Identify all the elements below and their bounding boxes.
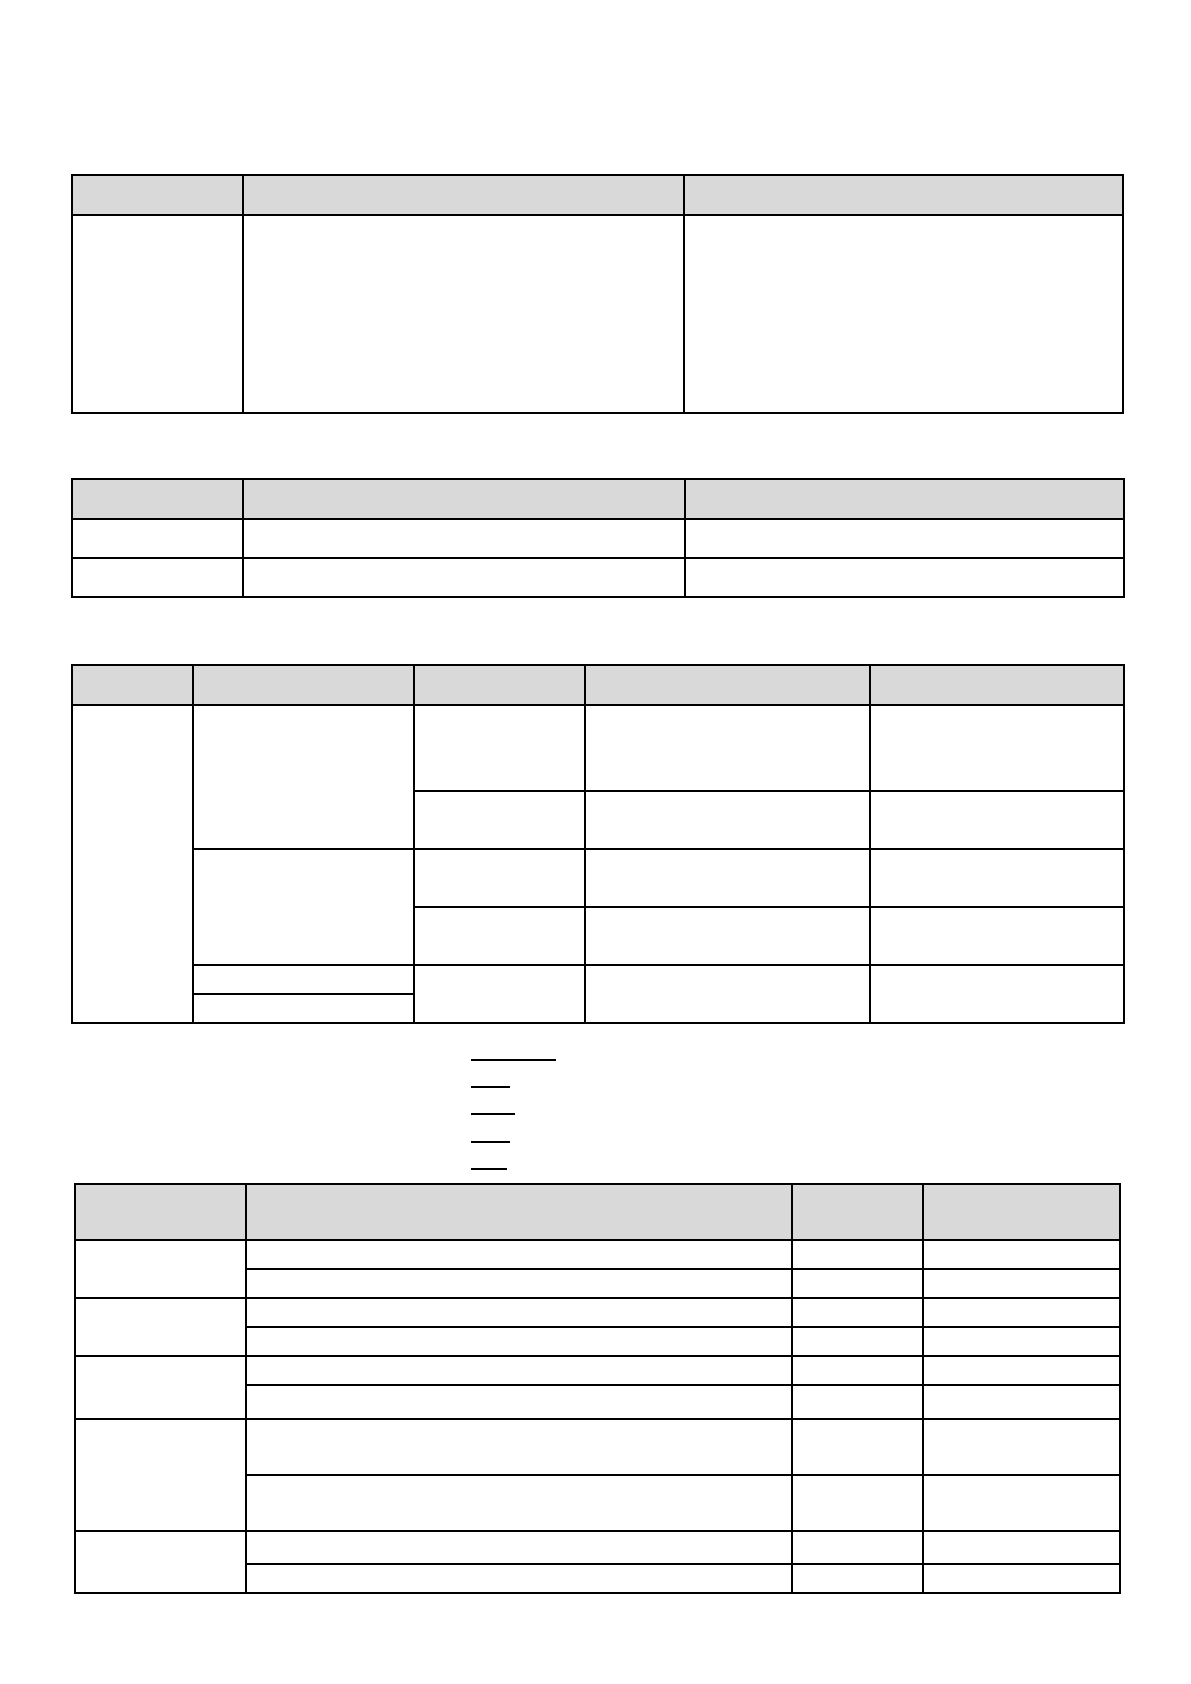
table-cell	[792, 1356, 923, 1385]
table-4-header-cell	[923, 1184, 1120, 1240]
table-cell	[414, 791, 585, 849]
table-cell	[923, 1356, 1120, 1385]
table-row	[72, 965, 1124, 994]
table-cell	[246, 1298, 792, 1327]
signature-line	[471, 1059, 556, 1061]
table-3-subgroup-cell	[193, 965, 414, 994]
table-3-subgroup-cell	[193, 705, 414, 849]
table-4-header-cell	[75, 1184, 246, 1240]
table-1	[71, 174, 1124, 414]
table-2	[71, 478, 1125, 598]
table-row	[72, 849, 1124, 907]
table-cell	[72, 519, 243, 558]
table-3	[71, 664, 1125, 1024]
table-row	[72, 705, 1124, 791]
table-row	[72, 558, 1124, 597]
table-cell	[414, 907, 585, 965]
table-4-group-label	[75, 1419, 246, 1531]
table-4	[74, 1183, 1121, 1594]
table-3-header-cell	[414, 665, 585, 705]
table-3-category-cell	[72, 705, 193, 1023]
table-cell	[246, 1564, 792, 1593]
signature-line	[471, 1113, 515, 1115]
table-cell	[870, 849, 1124, 907]
table-cell	[585, 965, 870, 1023]
table-cell	[414, 965, 585, 1023]
table-row	[75, 1419, 1120, 1475]
table-cell	[923, 1419, 1120, 1475]
table-cell	[923, 1269, 1120, 1298]
table-3-header-cell	[870, 665, 1124, 705]
table-cell	[792, 1327, 923, 1356]
table-cell	[246, 1531, 792, 1564]
table-cell	[870, 907, 1124, 965]
table-1-header-cell	[684, 175, 1123, 215]
table-4-group-label	[75, 1298, 246, 1356]
table-4-header-cell	[246, 1184, 792, 1240]
table-cell	[585, 791, 870, 849]
table-cell	[870, 791, 1124, 849]
table-4-header-row	[75, 1184, 1120, 1240]
table-2-header-cell	[72, 479, 243, 519]
table-row	[72, 519, 1124, 558]
table-cell	[246, 1269, 792, 1298]
table-2-header-cell	[685, 479, 1124, 519]
table-row	[75, 1531, 1120, 1564]
table-cell	[792, 1298, 923, 1327]
table-cell	[792, 1419, 923, 1475]
table-cell	[923, 1475, 1120, 1531]
table-4-group-label	[75, 1240, 246, 1298]
table-cell	[792, 1269, 923, 1298]
table-2-header-row	[72, 479, 1124, 519]
table-cell	[923, 1240, 1120, 1269]
table-cell	[684, 215, 1123, 413]
table-row	[75, 1240, 1120, 1269]
table-cell	[72, 215, 243, 413]
table-3-subgroup-cell	[193, 994, 414, 1023]
table-4-header-cell	[792, 1184, 923, 1240]
table-1-header-row	[72, 175, 1123, 215]
table-cell	[923, 1385, 1120, 1419]
table-cell	[246, 1385, 792, 1419]
table-cell	[246, 1240, 792, 1269]
table-cell	[243, 519, 685, 558]
table-3-header-cell	[585, 665, 870, 705]
table-cell	[246, 1419, 792, 1475]
table-cell	[923, 1564, 1120, 1593]
signature-line	[471, 1141, 510, 1143]
table-1-header-cell	[72, 175, 243, 215]
table-cell	[246, 1356, 792, 1385]
signature-line	[471, 1168, 507, 1170]
table-row	[75, 1298, 1120, 1327]
table-row	[75, 1356, 1120, 1385]
table-3-header-cell	[193, 665, 414, 705]
table-cell	[870, 705, 1124, 791]
table-cell	[923, 1327, 1120, 1356]
signature-line	[471, 1086, 510, 1088]
table-3-header-cell	[72, 665, 193, 705]
table-row	[72, 215, 1123, 413]
table-cell	[585, 705, 870, 791]
table-cell	[72, 558, 243, 597]
table-3-subgroup-cell	[193, 849, 414, 965]
table-cell	[585, 849, 870, 907]
table-4-group-label	[75, 1531, 246, 1593]
table-cell	[923, 1531, 1120, 1564]
table-cell	[792, 1475, 923, 1531]
table-cell	[923, 1298, 1120, 1327]
table-cell	[246, 1327, 792, 1356]
table-cell	[585, 907, 870, 965]
table-2-header-cell	[243, 479, 685, 519]
table-cell	[870, 965, 1124, 1023]
table-3-header-row	[72, 665, 1124, 705]
table-cell	[246, 1475, 792, 1531]
table-cell	[792, 1385, 923, 1419]
table-cell	[685, 519, 1124, 558]
table-cell	[243, 215, 684, 413]
table-4-group-label	[75, 1356, 246, 1419]
table-cell	[685, 558, 1124, 597]
table-cell	[792, 1531, 923, 1564]
table-cell	[792, 1240, 923, 1269]
table-cell	[414, 849, 585, 907]
table-cell	[414, 705, 585, 791]
table-cell	[243, 558, 685, 597]
table-cell	[792, 1564, 923, 1593]
table-1-header-cell	[243, 175, 684, 215]
